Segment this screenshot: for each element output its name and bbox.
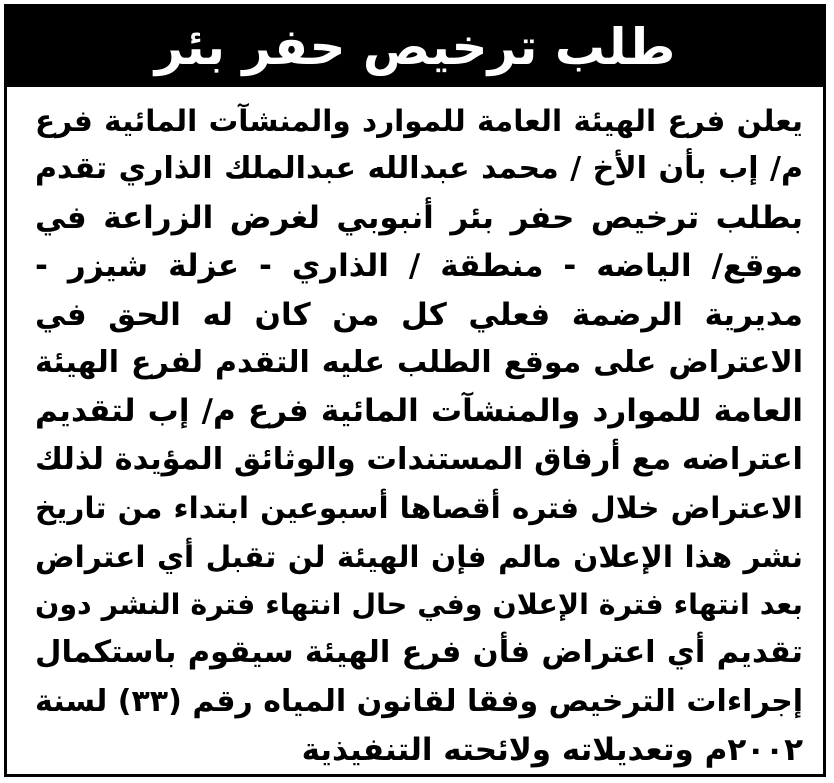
body-line-9: الاعتراض خلال فتره أقصاها أسبوعين ابتداء من تاريخ: [35, 491, 803, 526]
body-line-2: م/ إب بأن الأخ / محمد عبدالله عبدالملك الذاري تقدم: [35, 151, 803, 187]
notice-title: طلب ترخيص حفر بئر: [154, 18, 676, 76]
body-line-4: موقع/ الياضه - منطقة / الذاري - عزلة شيزر -: [35, 248, 803, 285]
title-bar: [7, 7, 823, 87]
body-line-5: مديرية الرضمة فعلي كل من كان له الحق في: [35, 296, 803, 333]
body-line-12: تقديم أي اعتراض فأن فرع الهيئة سيقوم باستكمال: [35, 635, 803, 671]
notice-frame: [4, 4, 826, 777]
body-line-11: بعد انتهاء فترة الإعلان وفي حال انتهاء فترة النشر دون: [35, 587, 803, 621]
body-line-1: يعلن فرع الهيئة العامة للموارد والمنشآت المائية فرع: [35, 104, 803, 138]
body-line-6: الاعتراض على موقع الطلب عليه التقدم لفرع الهيئة: [35, 344, 803, 380]
body-line-10: نشر هذا الإعلان مالم فإن الهيئة لن تقبل أي اعتراض: [35, 539, 803, 574]
body-line-7: العامة للموارد والمنشآت المائية فرع م/ إب لتقديم: [35, 393, 803, 430]
body-line-14: ٢٠٠٢م وتعديلاته ولائحته التنفيذية: [301, 732, 803, 769]
body-line-13: إجراءات الترخيص وفقا لقانون المياه رقم (٣٣) لسنة: [35, 683, 804, 719]
body-line-8: اعتراضه مع أرفاق المستندات والوثائق المؤيدة لذلك: [35, 441, 803, 477]
notice-body: [35, 97, 803, 774]
body-line-3: بطلب ترخيص حفر بئر أنبوبي لغرض الزراعة في: [35, 199, 803, 236]
